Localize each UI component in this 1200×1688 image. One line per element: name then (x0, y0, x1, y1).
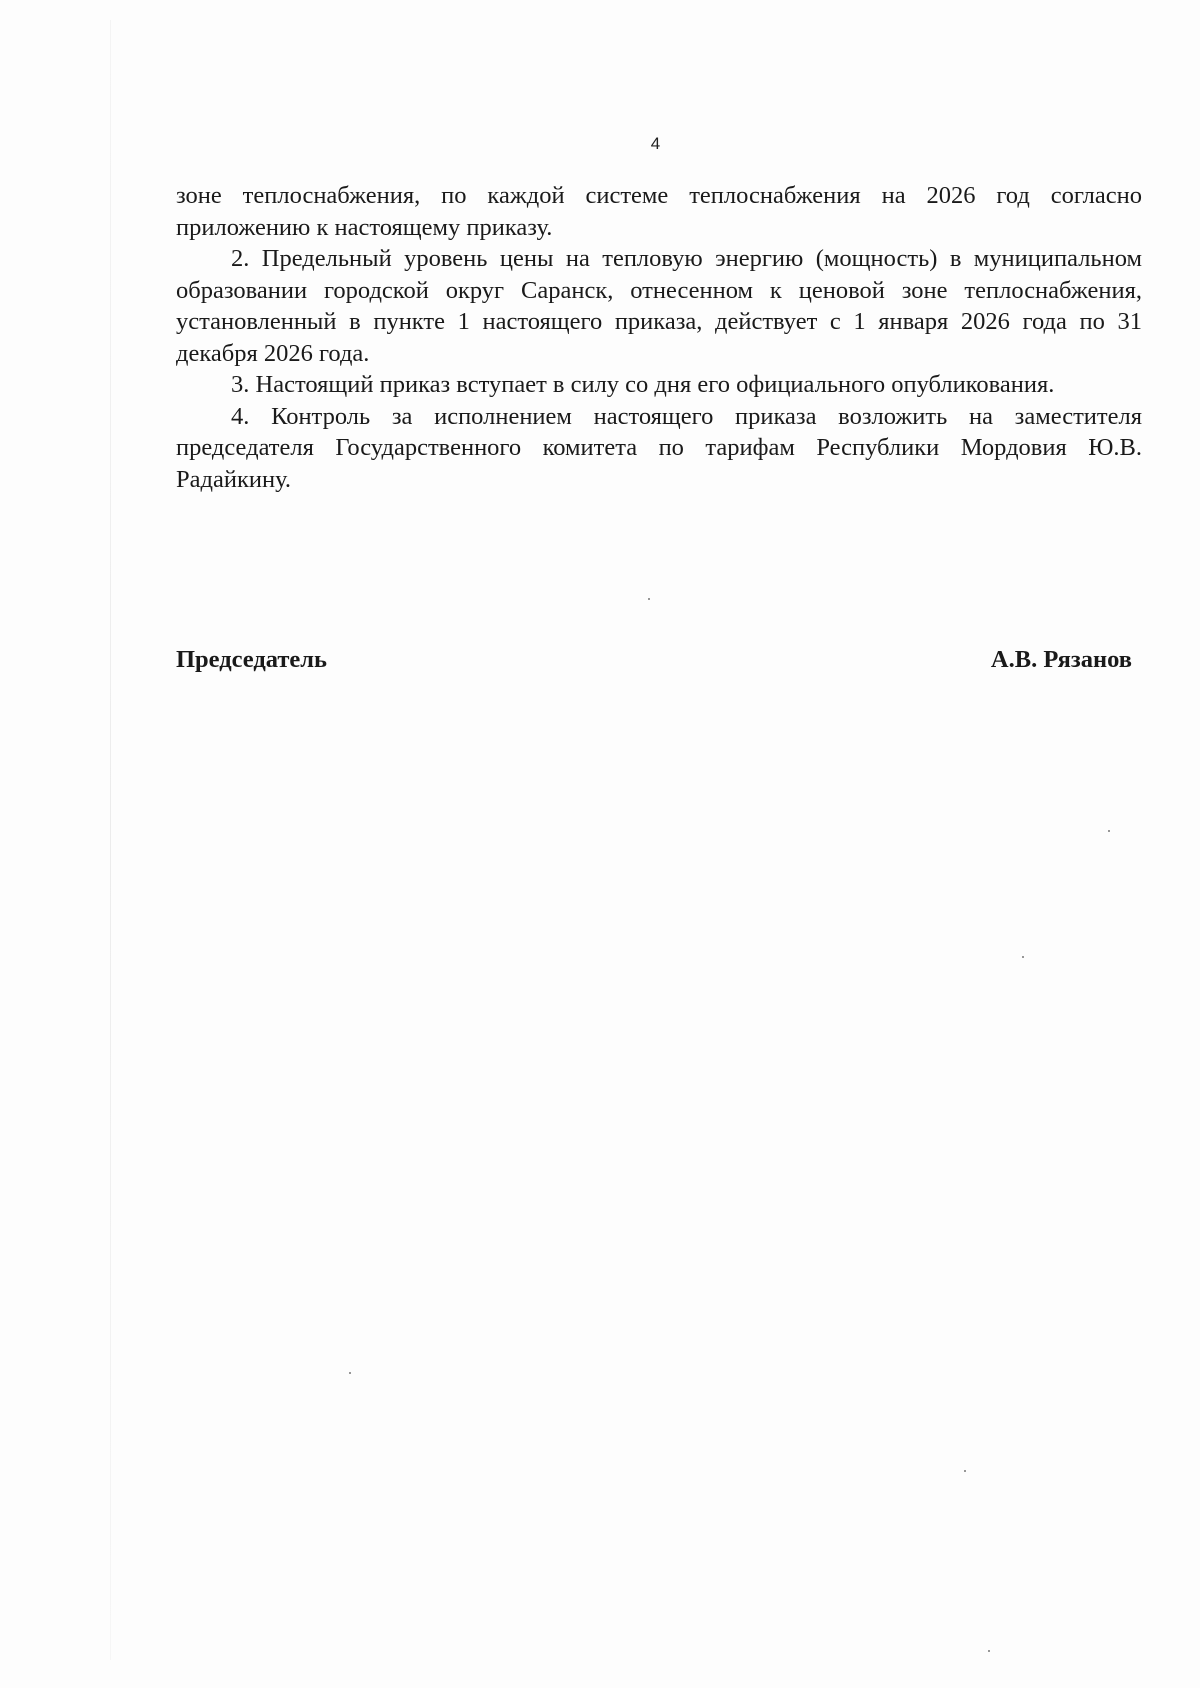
signatory-position: Председатель (176, 646, 327, 673)
paragraph-item-2: 2. Предельный уровень цены на тепловую энергию (мощность) в муниципальном образовании городской округ Саранск, отнесенном к ценовой зоне теплоснабжения, установленный в пункте 1 настоящего приказа, действует с 1 января 2026 года по 31 декабря 2026 года. (176, 245, 1142, 367)
paragraph-continuation: зоне теплоснабжения, по каждой системе теплоснабжения на 2026 год согласно приложению к настоящему приказу. (176, 182, 1142, 241)
scan-speck (349, 1372, 351, 1374)
signatory-name: А.В. Рязанов (990, 646, 1132, 673)
paragraph-item-3: 3. Настоящий приказ вступает в силу со дня его официального опубликования. (231, 371, 1055, 398)
signature-block (176, 646, 1132, 674)
scan-edge-line (110, 20, 111, 1660)
page-number: 4 (650, 134, 661, 153)
scan-speck (988, 1650, 990, 1652)
scan-speck (1022, 956, 1024, 958)
document-body (176, 180, 1142, 495)
scan-speck (964, 1470, 966, 1472)
scan-speck (1108, 830, 1110, 832)
scan-speck (648, 598, 650, 600)
paragraph-item-4: 4. Контроль за исполнением настоящего приказа возложить на заместителя председателя Государственного комитета по тарифам Республики Мордовия Ю.В. Радайкину. (176, 402, 1142, 493)
